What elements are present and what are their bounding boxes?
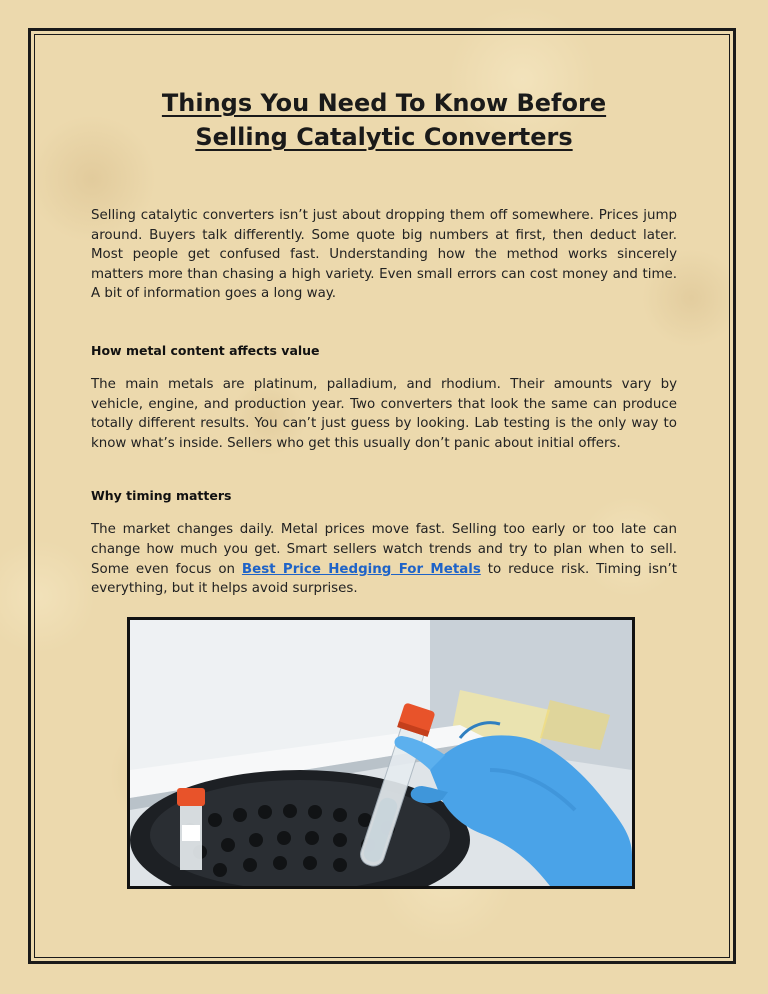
title-line-1: Things You Need To Know Before: [161, 89, 607, 117]
intro-paragraph: Selling catalytic converters isn’t just about dropping them off somewhere. Prices jump around. Buyers talk differently. Some quote big numbers at first, then deduct later. Most people get confused fast. Understanding how the method works sincerely matters more than chasing a high variety. Even small errors can cost money and time. A bit of information goes a long way.: [91, 208, 677, 302]
section-body-metal: The main metals are platinum, palladium, and rhodium. Their amounts vary by vehicle, engine, and production year. Two converters that look the same can produce totally different results. You can’t just guess by looking. Lab testing is the only way to know what’s inside. Sellers who get this usually don’t panic about initial offers.: [91, 376, 677, 451]
section-body-timing: [91, 520, 677, 598]
article: [91, 86, 677, 599]
lab-test-tube-photo: [127, 617, 635, 889]
title-line-2: Selling Catalytic Converters: [195, 123, 573, 151]
hedging-link[interactable]: Best Price Hedging For Metals: [241, 561, 481, 577]
article-title: [91, 86, 677, 154]
section-heading-metal: How metal content affects value: [91, 342, 320, 358]
timing-text-before: The market changes daily. Metal prices move fast. Selling too early or too late can change how much you get. Smart sellers watch trends and try to plan when to sell. Some even focus on: [91, 522, 677, 577]
timing-text-after: to reduce risk. Timing isn’t everything, but it helps avoid surprises.: [91, 561, 677, 597]
photo-illustration: [130, 620, 632, 886]
section-heading-timing: Why timing matters: [91, 488, 232, 504]
